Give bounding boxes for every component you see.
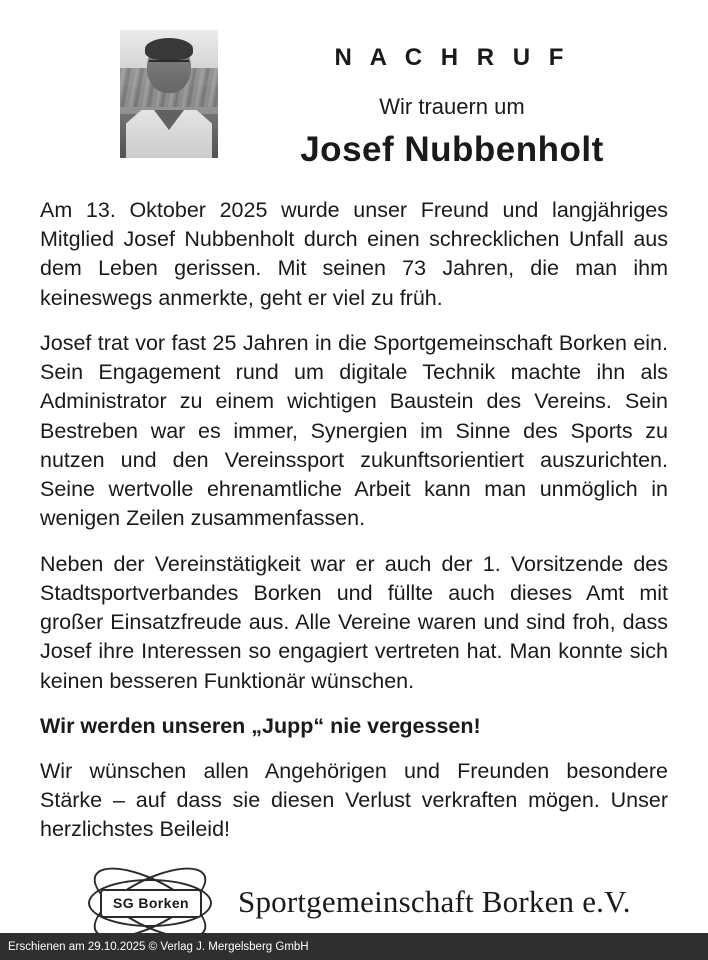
obituary-body (40, 196, 668, 845)
obituary-paragraph: Wir wünschen allen Angehörigen und Freunden besondere Stärke – auf dass sie diesen Verlust verkraften mögen. Unser herzlichstes Beileid! (40, 758, 668, 842)
logo-label: SG Borken (100, 889, 202, 918)
obituary-footer (40, 871, 668, 933)
sg-borken-logo-icon (82, 871, 216, 933)
photo-glasses (149, 60, 189, 71)
obituary-paragraph: Neben der Vereinstätigkeit war er auch der 1. Vorsitzende des Stadtsportverbandes Borken und füllte auch dieses Amt mit großer Einsatzfreude aus. Alle Vereine waren und sind froh, dass Josef ihre Interessen so engagiert vertreten hat. Man konnte sich keinen besseren Funktionär wünschen. (40, 551, 668, 693)
publication-bar (0, 933, 708, 960)
club-name: Sportgemeinschaft Borken e.V. (238, 883, 631, 919)
obituary-paragraph: Am 13. Oktober 2025 wurde unser Freund und langjähriges Mitglied Josef Nubbenholt durch einen schrecklichen Unfall aus dem Leben gerissen. Mit seinen 73 Jahren, die man ihm keineswegs anmerkte, geht er viel zu früh. (40, 198, 668, 310)
obituary-paragraph: Josef trat vor fast 25 Jahren in die Sportgemeinschaft Borken ein. Sein Engagement rund um digitale Technik machte ihn als Administrator zu einem wichtigen Baustein des Vereins. Sein Bestreben war es immer, Synergien im Sinne des Sports zu nutzen und den Vereinssport zukunftsorientiert auszurichten. Seine wertvolle ehrenamtliche Arbeit kann man unmöglich in wenigen Zeilen zusammenfassen. (40, 330, 668, 531)
header-text-block (236, 30, 668, 170)
deceased-name: Josef Nubbenholt (300, 130, 604, 169)
obituary-kicker: N A C H R U F (334, 44, 570, 71)
portrait-photo (120, 30, 218, 158)
obituary-header (40, 30, 668, 170)
obituary-subtitle: Wir trauern um (379, 94, 525, 119)
photo-hair (145, 38, 193, 60)
publication-info: Erschienen am 29.10.2025 © Verlag J. Mergelsberg GmbH (8, 940, 309, 953)
obituary-paragraph-emphasis: Wir werden unseren „Jupp“ nie vergessen! (40, 713, 481, 738)
